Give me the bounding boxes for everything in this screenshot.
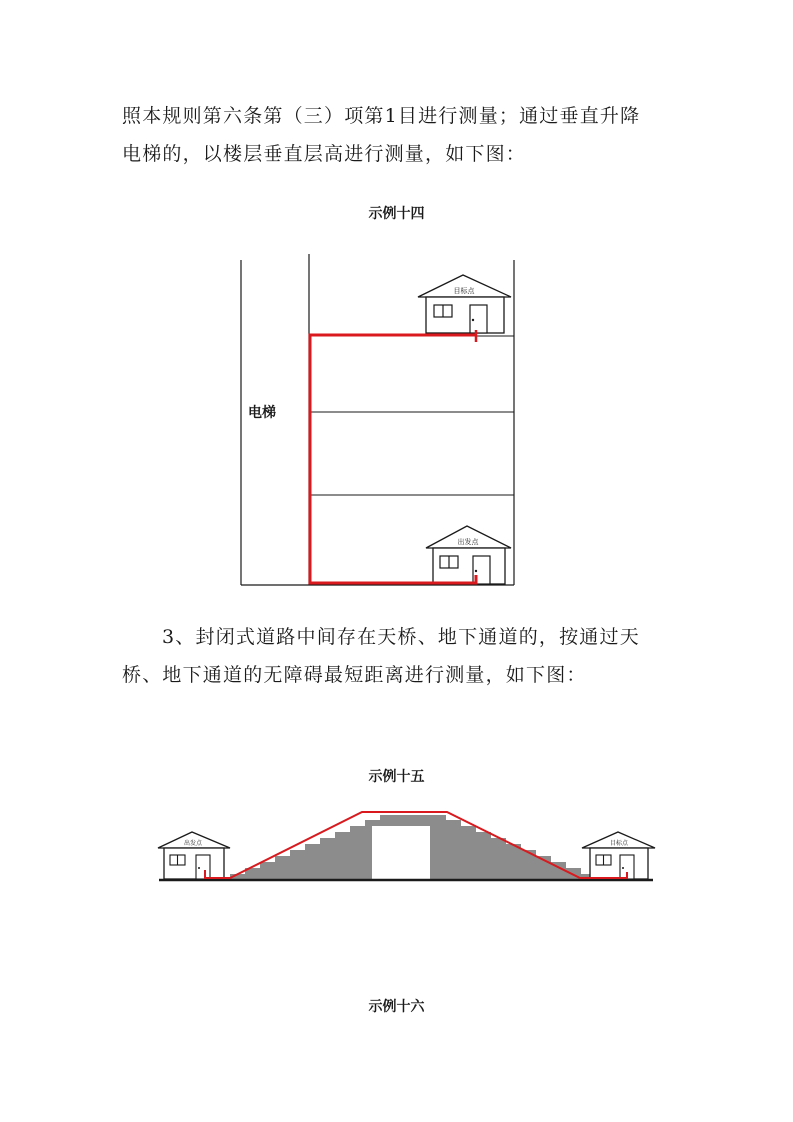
paragraph-intro [122,97,682,173]
house-icon-bottom [426,526,511,584]
figure-caption-16: 示例十六 [368,999,425,1015]
house-icon-left [158,832,230,879]
paragraph-overpass [122,618,682,694]
house-sign-target: 目标点 [609,840,629,847]
paragraph-line: 桥、地下通道的无障碍最短距离进行测量，如下图： [122,664,587,686]
house-icon-top [418,275,511,333]
paragraph-line: 电梯的，以楼层垂直层高进行测量，如下图： [122,143,527,165]
house-sign-start: 出发点 [457,538,479,546]
figure-caption-15: 示例十五 [368,769,425,785]
house-icon-right [582,832,655,879]
paragraph-line: 3、封闭式道路中间存在天桥、地下通道的，按通过天 [162,626,640,648]
elevator-diagram [230,250,530,595]
elevator-label: 电梯 [248,405,276,421]
overpass-diagram [150,800,660,890]
figure-caption-14: 示例十四 [368,206,425,222]
house-sign-start: 出发点 [183,840,203,847]
paragraph-line: 照本规则第六条第（三）项第1目进行测量；通过垂直升降 [122,105,641,127]
overpass-opening [372,826,430,879]
house-sign-target: 目标点 [453,287,475,295]
